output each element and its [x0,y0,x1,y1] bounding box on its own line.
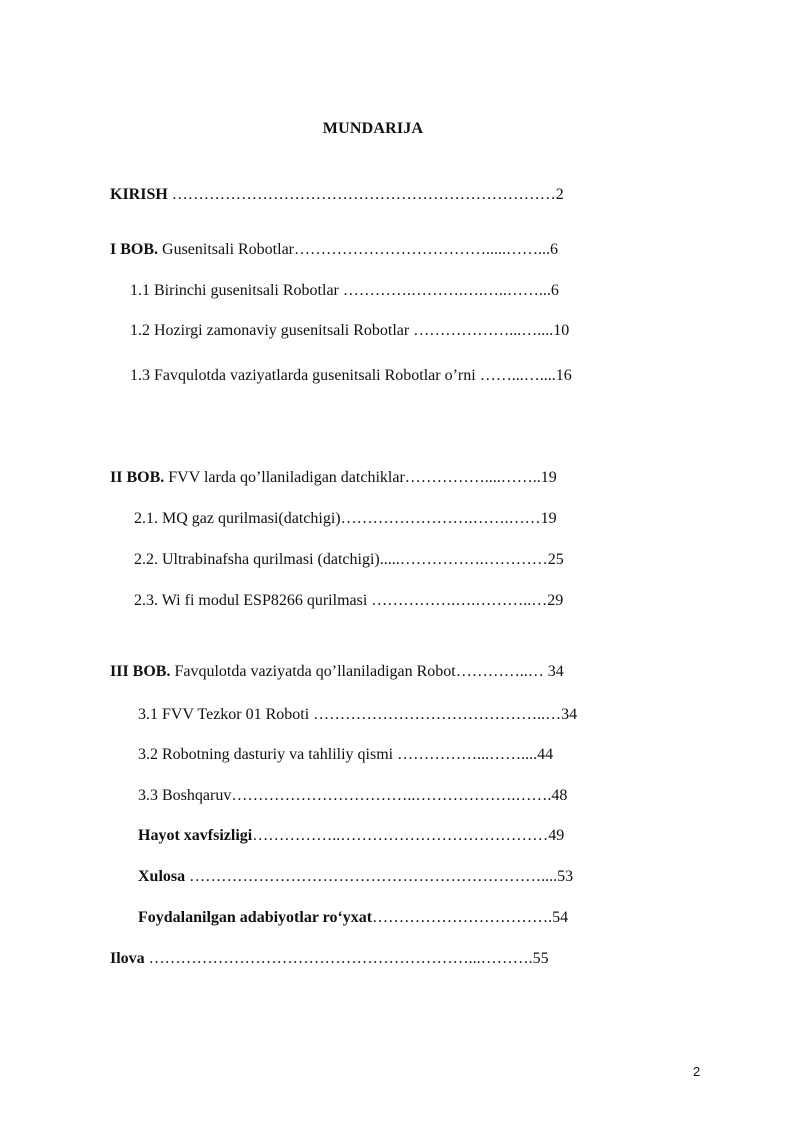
toc-entry-text: …………………………….54 [372,909,569,926]
toc-entry-ilova [110,949,549,969]
toc-entry-text: 3.2 Robotning dasturiy va tahliliy qismi ……………...……....44 [138,746,554,763]
toc-entry-label: Ilova [110,950,145,967]
toc-entry-1-1 [130,281,559,301]
toc-entry-text: 3.3 Boshqaruv……………………………..……………….…….48 [138,787,568,804]
toc-entry-hayot-xavfsizligi [138,826,564,846]
page-number: 2 [693,1064,701,1079]
toc-entry-label: III BOB. [110,663,171,680]
toc-entry-chapter-1 [110,240,558,260]
toc-entry-adabiyotlar [138,908,568,928]
toc-entry-text: 2.2. Ultrabinafsha qurilmasi (datchigi).....…………….…………25 [134,551,564,568]
toc-entry-2-3 [134,591,563,611]
toc-entry-text: 3.1 FVV Tezkor 01 Roboti ……………………………………..…34 [138,706,578,723]
page-title: MUNDARIJA [322,120,424,137]
toc-entry-text: 2.3. Wi fi modul ESP8266 qurilmasi …………….….………..…29 [134,592,564,609]
toc-entry-text: ……………………………………………………...……….55 [144,950,549,967]
toc-entry-text: Gusenitsali Robotlar……………………………….....……...6 [158,241,558,258]
toc-entry-label: I BOB. [110,241,159,258]
toc-entry-text: ………………………………………………………………2 [167,186,564,203]
toc-entry-1-2 [130,321,569,341]
toc-entry-text: FVV larda qo’llaniladigan datchiklar……………....……..19 [164,469,557,486]
toc-entry-xulosa [138,867,573,887]
toc-entry-text: 2.1. MQ gaz qurilmasi(datchigi)…………………….…….……19 [134,510,557,527]
toc-entry-2-1 [134,509,557,529]
toc-entry-text: 1.1 Birinchi gusenitsali Robotlar ………….……….….…..……...6 [130,282,559,299]
toc-entry-3-1 [138,705,577,725]
toc-entry-3-2 [138,745,553,765]
toc-entry-text: 1.3 Favqulotda vaziyatlarda gusenitsali Robotlar o’rni ……...…....16 [130,367,572,384]
toc-entry-label: KIRISH [110,186,168,203]
toc-entry-kirish [110,185,564,205]
toc-entry-label: II BOB. [110,469,165,486]
toc-entry-label: Hayot xavfsizligi [138,827,253,844]
toc-entry-text: ……………..…………………………………49 [252,827,565,844]
toc-entry-text: …………………………………………………………....53 [185,868,574,885]
toc-entry-text: Favqulotda vaziyatda qo’llaniladigan Robot…………..… 34 [170,663,564,680]
toc-entry-label: Foydalanilgan adabiyotlar ro‘yxat [138,909,373,926]
toc-entry-text: 1.2 Hozirgi zamonaviy gusenitsali Robotlar ………………...…....10 [130,322,570,339]
toc-entry-3-3 [138,786,567,806]
toc-entry-1-3 [130,366,572,386]
toc-entry-chapter-3 [110,662,564,682]
toc-entry-2-2 [134,550,564,570]
toc-entry-chapter-2 [110,468,557,488]
toc-entry-label: Xulosa [138,868,186,885]
